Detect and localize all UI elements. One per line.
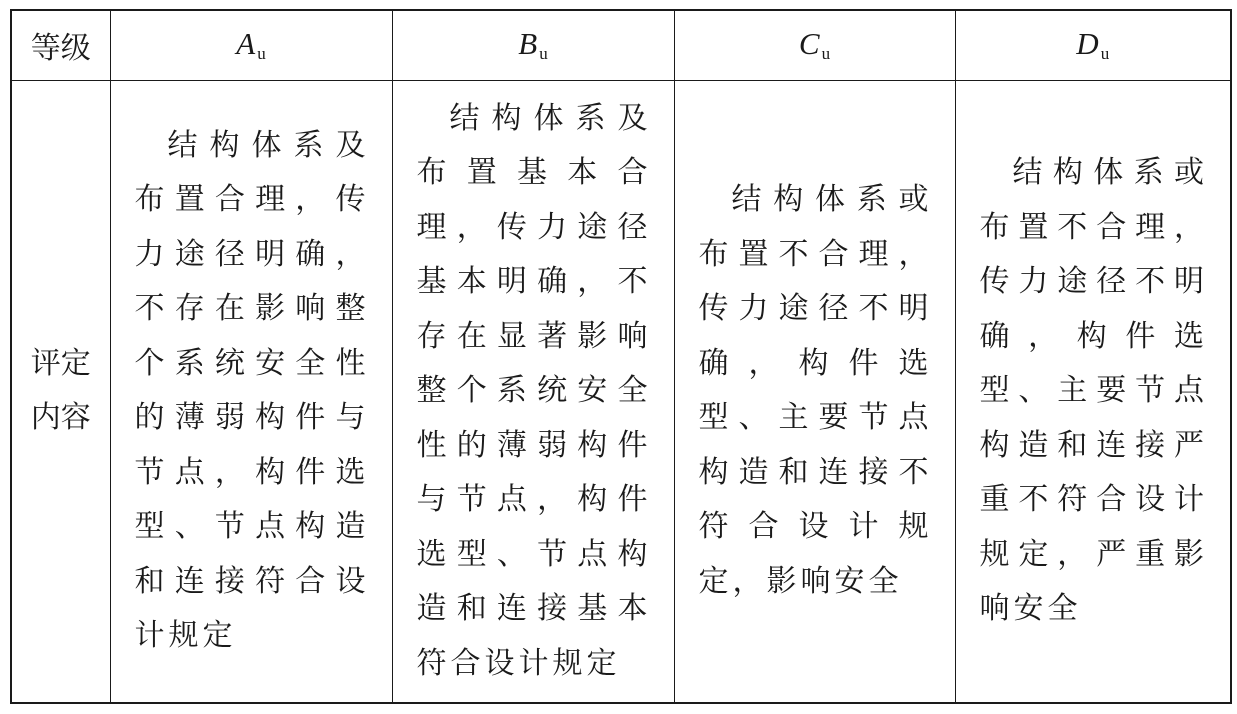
grade-c-letter: C [798, 26, 820, 62]
grade-b-subscript: u [539, 44, 548, 64]
grade-c-subscript: u [821, 44, 831, 64]
grade-a-letter: A [236, 26, 256, 62]
grade-b-content: 结构体系及布置基本合理，传力途径基本明确，不存在显著影响整个系统安全性的薄弱构件与节点，构件选型、节点构造和连接基本符合设计规定 [416, 100, 652, 681]
grading-table [12, 11, 1230, 702]
grade-b-letter: B [518, 26, 538, 62]
grade-c-header [674, 11, 955, 80]
grade-c-content: 结构体系或布置不合理，传力途径不明确，构件选型、主要节点构造和连接不符合设计规定，影响安全 [698, 182, 933, 599]
grade-a-subscript: u [257, 44, 266, 64]
grade-b-content-cell [392, 80, 674, 702]
grade-c-content-cell [674, 80, 955, 702]
evaluation-content-label [12, 80, 110, 702]
grade-d-content-cell [955, 80, 1230, 702]
evaluation-content-label-text: 评定内容 [30, 346, 91, 436]
grade-d-header [955, 11, 1230, 80]
grade-d-letter: D [1076, 26, 1099, 62]
grade-a-content: 结构体系及布置合理，传力途径明确，不存在影响整个系统安全性的薄弱构件与节点，构件选型、节点构造和连接符合设计规定 [134, 127, 370, 654]
grade-d-subscript: u [1100, 44, 1110, 64]
grade-a-content-cell [110, 80, 392, 702]
grade-a-header [110, 11, 392, 80]
grade-d-content: 结构体系或布置不合理，传力途径不明确，构件选型、主要节点构造和连接严重不符合设计规定，严重影响安全 [979, 155, 1208, 626]
content-row [12, 80, 1230, 702]
grade-b-header [392, 11, 674, 80]
grading-table-frame [10, 9, 1232, 704]
grade-header-label: 等级 [12, 11, 110, 80]
header-row [12, 11, 1230, 80]
